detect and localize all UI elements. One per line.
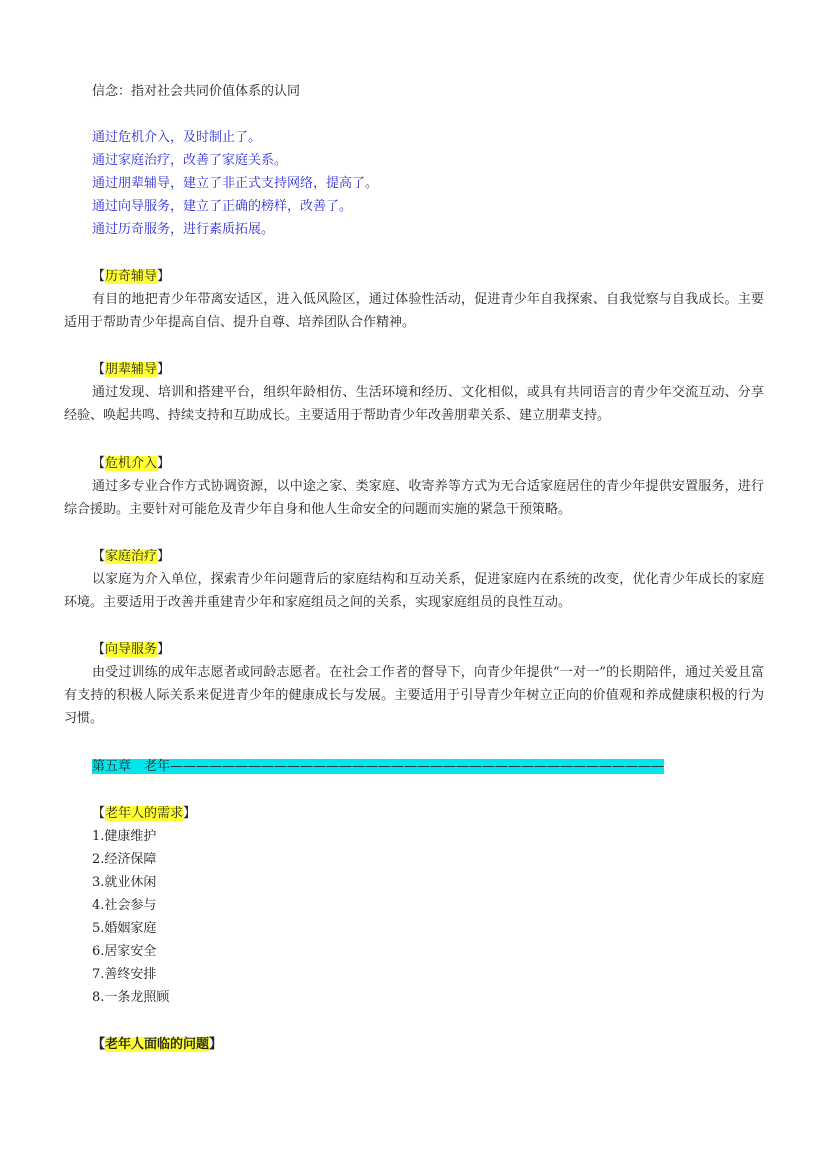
elder-need-item: 7.善终安排 [92, 967, 157, 982]
elder-need-item: 2.经济保障 [92, 852, 157, 867]
blue-line-1: 通过危机介入，及时制止了。 [92, 130, 262, 145]
chapter-heading [92, 755, 665, 778]
section-title: 家庭治疗 [105, 549, 158, 564]
elder-problems-heading [92, 1033, 222, 1056]
bracket-open: 【 [92, 642, 106, 657]
section-heading-adventure [92, 265, 170, 288]
section-heading-peer [92, 358, 170, 381]
bracket-open: 【 [92, 456, 106, 471]
chapter-label: 第五章 老年 [92, 759, 171, 774]
section-title: 危机介入 [105, 456, 158, 471]
section-body-adventure: 有目的地把青少年带离安适区，进入低风险区，通过体验性活动，促进青少年自我探索、自我觉察与自我成长。主要适用于帮助青少年提高自信、提升自尊、培养团队合作精神。 [64, 292, 764, 330]
bracket-close: 】 [183, 806, 197, 821]
section-title: 向导服务 [105, 642, 158, 657]
bracket-open: 【 [92, 1037, 106, 1052]
section-body-crisis: 通过多专业合作方式协调资源，以中途之家、类家庭、收寄养等方式为无合适家庭居住的青少年提供安置服务，进行综合援助。主要针对可能危及青少年自身和他人生命安全的问题而实施的紧急干预策略。 [64, 479, 764, 517]
blue-line-2: 通过家庭治疗，改善了家庭关系。 [92, 153, 288, 168]
bracket-close: 】 [209, 1037, 223, 1052]
elder-need-item: 4.社会参与 [92, 898, 157, 913]
bracket-open: 【 [92, 362, 106, 377]
section-title: 老年人面临的问题 [105, 1037, 210, 1052]
blue-line-3: 通过朋辈辅导，建立了非正式支持网络，提高了。 [92, 176, 379, 191]
belief-line: 信念：指对社会共同价值体系的认同 [92, 84, 301, 99]
elder-need-item: 6.居家安全 [92, 944, 157, 959]
elder-needs-heading [92, 802, 196, 825]
elder-need-item: 8.一条龙照顾 [92, 990, 170, 1005]
section-title: 历奇辅导 [105, 269, 158, 284]
bracket-open: 【 [92, 269, 106, 284]
bracket-open: 【 [92, 549, 106, 564]
bracket-close: 】 [157, 269, 171, 284]
bracket-close: 】 [157, 362, 171, 377]
elder-need-item: 3.就业休闲 [92, 875, 157, 890]
bracket-close: 】 [157, 549, 171, 564]
section-heading-family [92, 545, 170, 568]
section-body-family: 以家庭为介入单位，探索青少年问题背后的家庭结构和互动关系，促进家庭内在系统的改变，优化青少年成长的家庭环境。主要适用于改善并重建青少年和家庭组员之间的关系，实现家庭组员的良性互动。 [64, 572, 764, 610]
bracket-open: 【 [92, 806, 106, 821]
section-body-peer: 通过发现、培训和搭建平台，组织年龄相仿、生活环境和经历、文化相似，或具有共同语言的青少年交流互动、分享经验、唤起共鸣、持续支持和互助成长。主要适用于帮助青少年改善朋辈关系、建立朋辈支持。 [64, 385, 764, 423]
blue-line-4: 通过向导服务，建立了正确的榜样，改善了。 [92, 199, 353, 214]
bracket-close: 】 [157, 642, 171, 657]
blue-line-5: 通过历奇服务，进行素质拓展。 [92, 222, 275, 237]
section-title: 老年人的需求 [105, 806, 184, 821]
chapter-rule: —————————————————————————————————————— [170, 759, 665, 774]
section-heading-mentor [92, 638, 170, 661]
elder-need-item: 1.健康维护 [92, 829, 157, 844]
elder-need-item: 5.婚姻家庭 [92, 921, 157, 936]
bracket-close: 】 [157, 456, 171, 471]
section-title: 朋辈辅导 [105, 362, 158, 377]
section-body-mentor: 由受过训练的成年志愿者或同龄志愿者。在社会工作者的督导下，向青少年提供“一对一”的长期陪伴，通过关爱且富有支持的积极人际关系来促进青少年的健康成长与发展。主要适用于引导青少年树立正向的价值观和养成健康积极的行为习惯。 [64, 665, 764, 726]
section-heading-crisis [92, 452, 170, 475]
